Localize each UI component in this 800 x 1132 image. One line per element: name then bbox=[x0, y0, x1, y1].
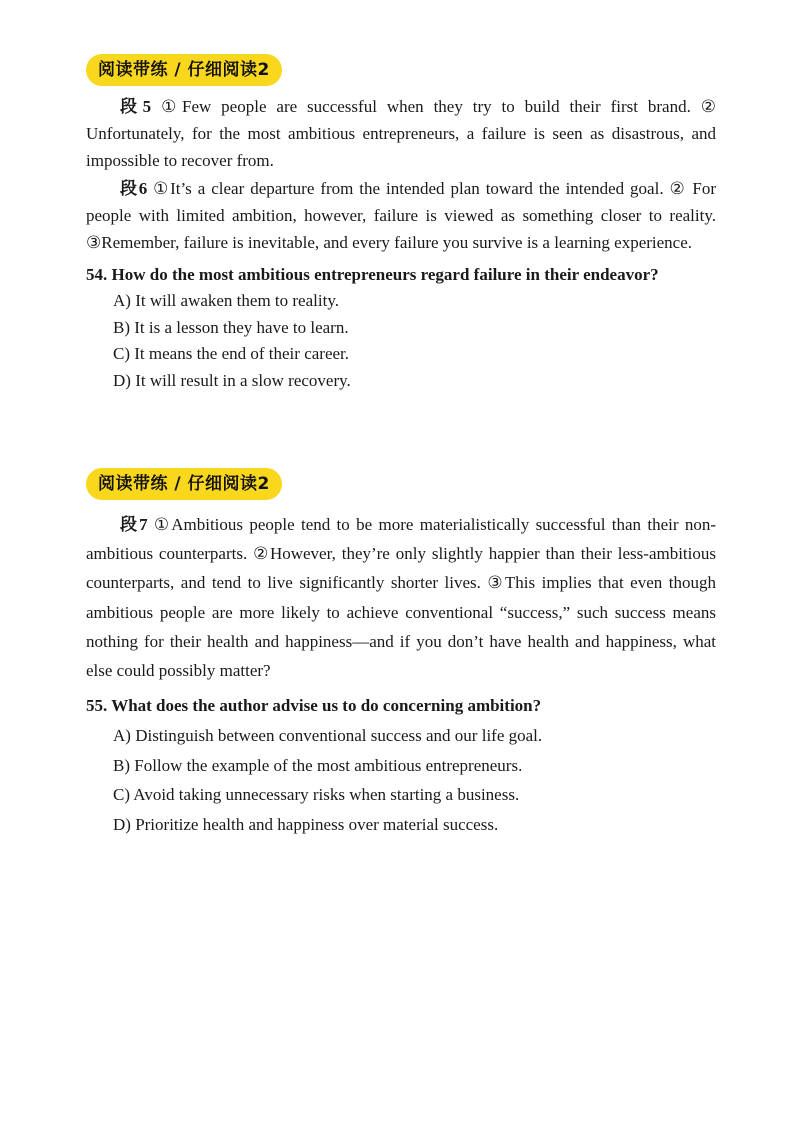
question-54: 54. How do the most ambitious entrepreneurs regard failure in their endeavor? bbox=[86, 264, 659, 284]
paragraph-7 bbox=[86, 510, 716, 685]
paragraph-5 bbox=[86, 94, 716, 174]
option-a[interactable]: A) It will awaken them to reality. bbox=[113, 290, 339, 310]
reading-section-1 bbox=[86, 54, 716, 395]
paragraph-text: ①Few people are successful when they try to build their first brand. ② Unfortunately, for the most ambitious entrepreneurs, a failure is seen as disastrous, and impossible to recover from. bbox=[86, 97, 716, 170]
paragraph-text: ①It’s a clear departure from the intended plan toward the intended goal. ② For people with limited ambition, however, failure is viewed as something closer to reality. ③Remember, failure is inevitable, and every failure you survive is a learning experience. bbox=[86, 179, 717, 252]
paragraph-label: 段6 bbox=[120, 179, 148, 199]
paragraph-6 bbox=[86, 176, 716, 256]
option-c[interactable]: C) Avoid taking unnecessary risks when starting a business. bbox=[113, 785, 520, 805]
section-tag: 阅读带练 / 仔细阅读2 bbox=[86, 54, 282, 86]
option-a[interactable]: A) Distinguish between conventional success and our life goal. bbox=[113, 726, 543, 746]
answer-options bbox=[86, 721, 716, 839]
option-d[interactable]: D) It will result in a slow recovery. bbox=[113, 371, 351, 391]
option-d[interactable]: D) Prioritize health and happiness over material success. bbox=[113, 814, 499, 834]
answer-options bbox=[86, 288, 716, 395]
section-tag: 阅读带练 / 仔细阅读2 bbox=[86, 468, 282, 500]
option-b[interactable]: B) It is a lesson they have to learn. bbox=[113, 317, 349, 337]
option-c[interactable]: C) It means the end of their career. bbox=[113, 344, 350, 364]
question-55: 55. What does the author advise us to do concerning ambition? bbox=[86, 696, 542, 716]
reading-section-2 bbox=[86, 468, 716, 839]
paragraph-text: ①Ambitious people tend to be more materialistically successful than their non-ambitious counterparts. ②However, they’re only slightly happier than their less-ambitious counterparts, and tend to live significantly shorter lives. ③This implies that even though ambitious people are more likely to achieve conventional “success,” such success means nothing for their health and happiness—and if you don’t have health and happiness, what else could possibly matter? bbox=[86, 515, 716, 681]
paragraph-label: 段5 bbox=[120, 97, 152, 116]
option-b[interactable]: B) Follow the example of the most ambitious entrepreneurs. bbox=[113, 755, 523, 775]
paragraph-label: 段7 bbox=[120, 515, 148, 534]
